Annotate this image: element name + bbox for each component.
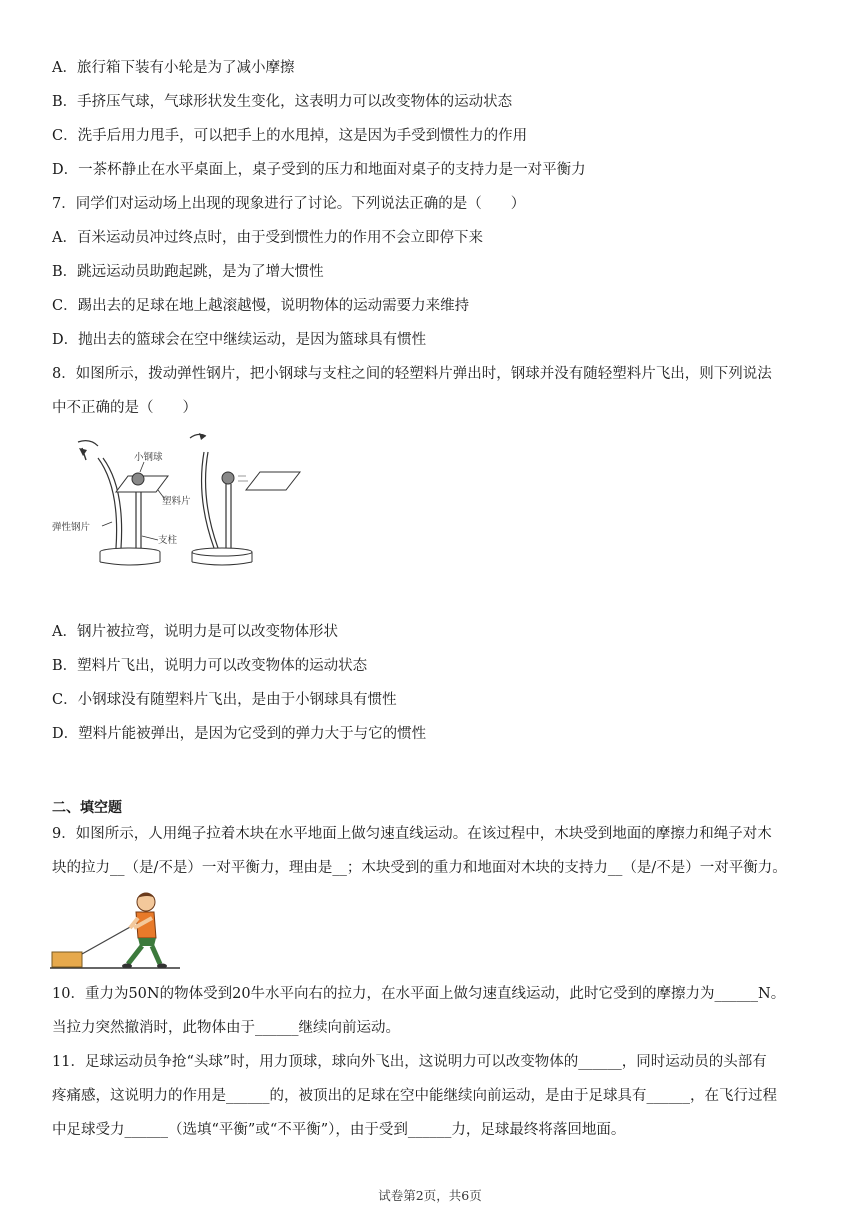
q9-line1: 9．如图所示，人用绳子拉着木块在水平地面上做匀速直线运动。在该过程中，木块受到地面的摩擦力和绳子对木 xyxy=(52,826,772,842)
q8-stem-line1: 8．如图所示，拨动弹性钢片，把小钢球与支柱之间的轻塑料片弹出时，钢球并没有随轻塑料片飞出，则下列说法 xyxy=(52,366,772,382)
q8-option-a: A．钢片被拉弯，说明力是可以改变物体形状 xyxy=(52,624,338,640)
q8-option-c: C．小钢球没有随塑料片飞出，是由于小钢球具有惯性 xyxy=(52,692,397,708)
q11-line3: 中足球受力______（选填“平衡”或“不平衡”），由于受到______力，足球最终将落回地面。 xyxy=(52,1122,626,1138)
q11-line2: 疼痛感，这说明力的作用是______的，被顶出的足球在空中能继续向前运动，是由于足球具有______，在飞行过程 xyxy=(52,1088,777,1104)
q6-option-b: B．手挤压气球，气球形状发生变化，这表明力可以改变物体的运动状态 xyxy=(52,94,513,110)
page-footer: 试卷第2页，共6页 xyxy=(378,1188,482,1203)
steel-sheet xyxy=(98,458,117,548)
apparatus-after xyxy=(190,433,300,565)
apparatus-before xyxy=(52,441,191,565)
steel-ball xyxy=(132,473,144,485)
q7-option-d: D．抛出去的篮球会在空中继续运动，是因为篮球具有惯性 xyxy=(52,332,427,348)
label-ball: 小钢球 xyxy=(134,452,163,463)
q8-figure xyxy=(50,428,310,578)
q8-option-b: B．塑料片飞出，说明力可以改变物体的运动状态 xyxy=(52,658,368,674)
rope xyxy=(82,926,132,954)
q9-line2: 块的拉力__（是/不是）一对平衡力，理由是__；木块受到的重力和地面对木块的支持力__（是/不是）一对平衡力。 xyxy=(52,860,787,876)
label-steel: 弹性钢片 xyxy=(52,522,91,533)
person-pulling-icon xyxy=(122,893,167,969)
curved-arrow-icon xyxy=(78,441,98,446)
q9-figure xyxy=(50,888,180,972)
q8-option-d: D．塑料片能被弹出，是因为它受到的弹力大于与它的惯性 xyxy=(52,726,427,742)
wooden-block xyxy=(52,952,82,967)
q10-line2: 当拉力突然撤消时，此物体由于______继续向前运动。 xyxy=(52,1020,400,1036)
label-plastic: 塑料片 xyxy=(162,496,191,507)
q7-option-c: C．踢出去的足球在地上越滚越慢，说明物体的运动需要力来维持 xyxy=(52,298,470,314)
q6-option-a: A．旅行箱下装有小轮是为了减小摩擦 xyxy=(52,60,295,76)
q6-option-c: C．洗手后用力甩手，可以把手上的水甩掉，这是因为手受到惯性力的作用 xyxy=(52,128,528,144)
q7-option-a: A．百米运动员冲过终点时，由于受到惯性力的作用不会立即停下来 xyxy=(52,230,483,246)
q7-stem: 7．同学们对运动场上出现的现象进行了讨论。下列说法正确的是（ ） xyxy=(52,196,526,212)
q8-stem-line2: 中不正确的是（ ） xyxy=(52,400,197,416)
q10-line1: 10．重力为50N的物体受到20牛水平向右的拉力，在水平面上做匀速直线运动，此时它受到的摩擦力为______N。 xyxy=(52,986,786,1002)
label-pillar: 支柱 xyxy=(158,535,178,546)
section-title: 二、填空题 xyxy=(52,800,122,816)
q11-line1: 11．足球运动员争抢“头球”时，用力顶球，球向外飞出，这说明力可以改变物体的______，同时运动员的头部有 xyxy=(52,1054,767,1070)
q6-option-d: D．一茶杯静止在水平桌面上，桌子受到的压力和地面对桌子的支持力是一对平衡力 xyxy=(52,162,586,178)
q7-option-b: B．跳远运动员助跑起跳，是为了增大惯性 xyxy=(52,264,324,280)
